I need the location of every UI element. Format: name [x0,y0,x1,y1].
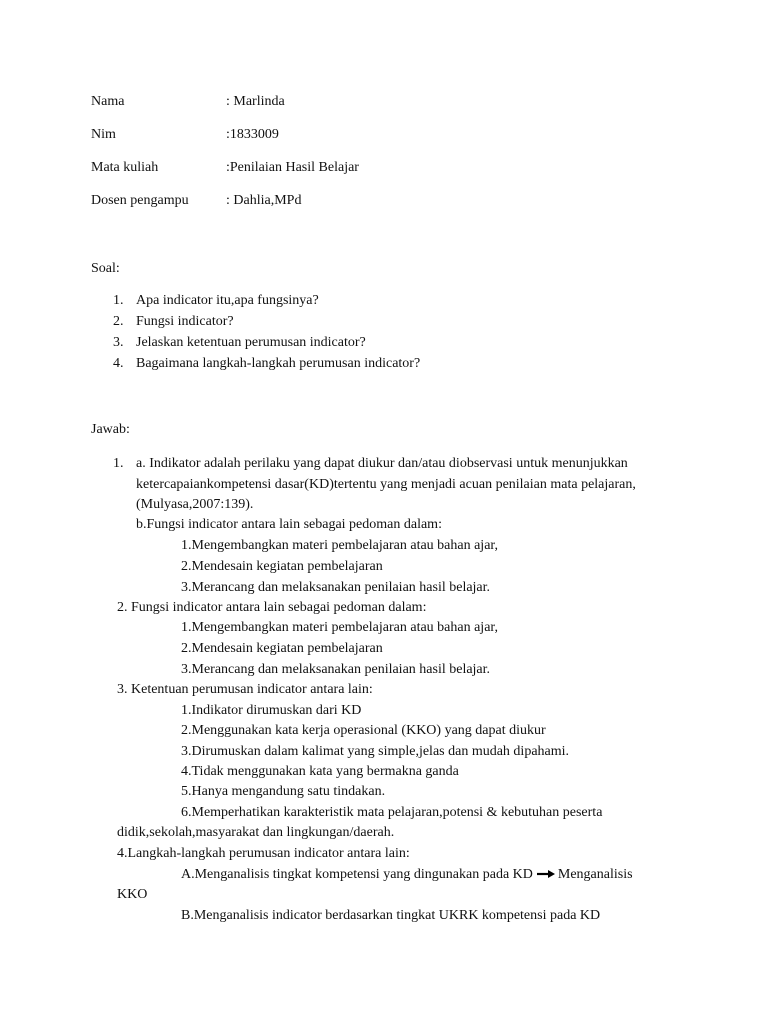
nama-label: Nama [91,94,125,109]
jawab-heading: Jawab: [91,422,130,437]
answer-3-item: 5.Hanya mengandung satu tindakan. [181,784,386,799]
soal-item-number: 3. [113,335,124,350]
answer-1-line: ketercapaiankompetensi dasar(KD)tertentu yang menjadi acuan penilaian mata pelajaran, [136,477,636,492]
answer-3-item: 4.Tidak menggunakan kata yang bermakna ganda [181,764,459,779]
answer-2-heading: 2. Fungsi indicator antara lain sebagai pedoman dalam: [117,600,427,615]
soal-item-text: Fungsi indicator? [136,314,234,329]
mata-kuliah-label: Mata kuliah [91,160,159,175]
soal-item-text: Bagaimana langkah-langkah perumusan indicator? [136,356,421,371]
dosen-value: : Dahlia,MPd [226,193,302,208]
answer-3-item: 1.Indikator dirumuskan dari KD [181,703,362,718]
answer-4-item-a-continuation: KKO [117,887,148,902]
answer-4-item-b: B.Menganalisis indicator berdasarkan tingkat UKRK kompetensi pada KD [181,908,601,923]
answer-4-item-a-text: A.Menganalisis tingkat kompetensi yang dingunakan pada KD [181,867,533,882]
soal-item-text: Jelaskan ketentuan perumusan indicator? [136,335,366,350]
answer-3-heading: 3. Ketentuan perumusan indicator antara lain: [117,682,373,697]
answer-2-item: 3.Merancang dan melaksanakan penilaian hasil belajar. [181,662,491,677]
answer-3-continuation: didik,sekolah,masyarakat dan lingkungan/daerah. [117,825,395,840]
answer-4-item-a-text-after: Menganalisis [557,867,633,882]
answer-1b-heading: b.Fungsi indicator antara lain sebagai pedoman dalam: [136,517,442,532]
answer-1b-item: 1.Mengembangkan materi pembelajaran atau bahan ajar, [181,538,499,553]
soal-item-number: 1. [113,293,124,308]
answer-3-item: 2.Menggunakan kata kerja operasional (KKO) yang dapat diukur [181,723,546,738]
answer-3-item: 3.Dirumuskan dalam kalimat yang simple,jelas dan mudah dipahami. [181,744,570,759]
answer-1b-item: 3.Merancang dan melaksanakan penilaian hasil belajar. [181,580,491,595]
answer-1b-item: 2.Mendesain kegiatan pembelajaran [181,559,383,574]
answer-2-item: 2.Mendesain kegiatan pembelajaran [181,641,383,656]
nim-label: Nim [91,127,116,142]
nim-value: :1833009 [226,127,279,142]
soal-heading: Soal: [91,261,120,276]
arrow-right-icon [536,869,556,879]
answer-4-heading: 4.Langkah-langkah perumusan indicator antara lain: [117,846,410,861]
dosen-label: Dosen pengampu [91,193,189,208]
soal-item-number: 4. [113,356,124,371]
nama-value: : Marlinda [226,94,285,109]
answer-1-number: 1. [113,456,124,471]
answer-4-item-a [181,866,633,884]
soal-item-text: Apa indicator itu,apa fungsinya? [136,293,319,308]
answer-1-line: a. Indikator adalah perilaku yang dapat diukur dan/atau diobservasi untuk menunjukkan [136,456,628,471]
answer-1-line: (Mulyasa,2007:139). [136,497,254,512]
mata-kuliah-value: :Penilaian Hasil Belajar [226,160,359,175]
answer-3-item: 6.Memperhatikan karakteristik mata pelajaran,potensi & kebutuhan peserta [181,805,603,820]
answer-2-item: 1.Mengembangkan materi pembelajaran atau bahan ajar, [181,620,499,635]
soal-item-number: 2. [113,314,124,329]
